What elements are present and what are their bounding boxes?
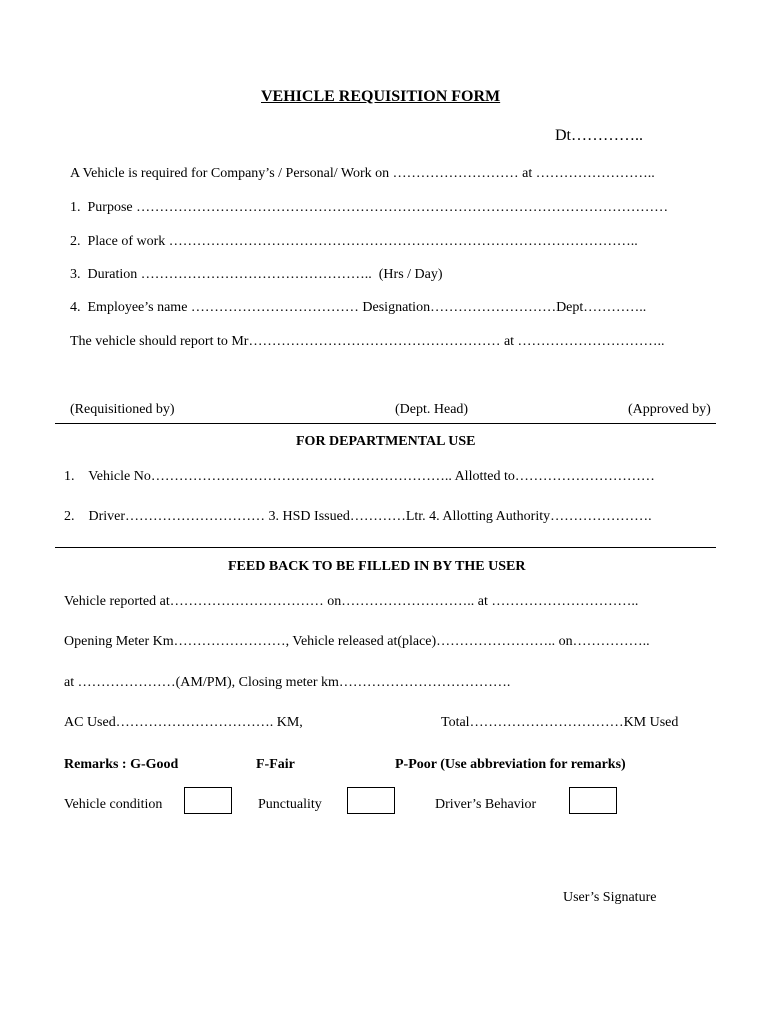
remarks-good-label: Remarks : G-Good <box>64 757 179 772</box>
closing-meter-line: at …………………(AM/PM), Closing meter km………………………………. <box>64 675 511 690</box>
opening-meter-line: Opening Meter Km……………………, Vehicle released at(place)…………………….. on…………….. <box>64 634 650 649</box>
ac-used-line: AC Used……………………………. KM, <box>64 715 303 730</box>
dept-head-label: (Dept. Head) <box>395 402 469 417</box>
reported-line: Vehicle reported at…………………………… on……………………….. at ………………………….. <box>64 594 639 609</box>
remarks-poor-label: P-Poor (Use abbreviation for remarks) <box>395 757 626 772</box>
date-field: Dt………….. <box>555 127 643 144</box>
section-divider-bottom <box>55 547 716 548</box>
vehicle-condition-label: Vehicle condition <box>64 797 163 812</box>
vehicle-condition-box[interactable] <box>184 787 232 814</box>
vehicle-no-line: 1. Vehicle No……………………………………………………….. Allotted to………………………… <box>64 469 655 484</box>
intro-line: A Vehicle is required for Company’s / Personal/ Work on ……………………… at …………………….. <box>70 166 655 181</box>
driver-behavior-label: Driver’s Behavior <box>435 797 537 812</box>
user-signature-label: User’s Signature <box>563 890 657 905</box>
purpose-line: 1. Purpose …………………………………………………………………………………………………… <box>70 200 669 215</box>
report-line: The vehicle should report to Mr……………………………………………… at ………………………….. <box>70 334 665 349</box>
remarks-fair-label: F-Fair <box>256 757 295 772</box>
employee-line: 4. Employee’s name ……………………………… Designation………………………Dept………….. <box>70 300 647 315</box>
feedback-heading: FEED BACK TO BE FILLED IN BY THE USER <box>228 559 526 574</box>
total-km-line: Total……………………………KM Used <box>441 715 679 730</box>
duration-line: 3. Duration ………………………………………….. (Hrs / Day) <box>70 267 443 282</box>
punctuality-label: Punctuality <box>258 797 322 812</box>
punctuality-box[interactable] <box>347 787 395 814</box>
requisitioned-by-label: (Requisitioned by) <box>70 402 175 417</box>
departmental-heading: FOR DEPARTMENTAL USE <box>296 434 476 449</box>
form-title: VEHICLE REQUISITION FORM <box>261 88 501 105</box>
section-divider-top <box>55 423 716 424</box>
place-of-work-line: 2. Place of work ……………………………………………………………………………………….. <box>70 234 638 249</box>
approved-by-label: (Approved by) <box>628 402 711 417</box>
driver-behavior-box[interactable] <box>569 787 617 814</box>
driver-line: 2. Driver………………………… 3. HSD Issued…………Ltr. 4. Allotting Authority…………………. <box>64 509 652 524</box>
